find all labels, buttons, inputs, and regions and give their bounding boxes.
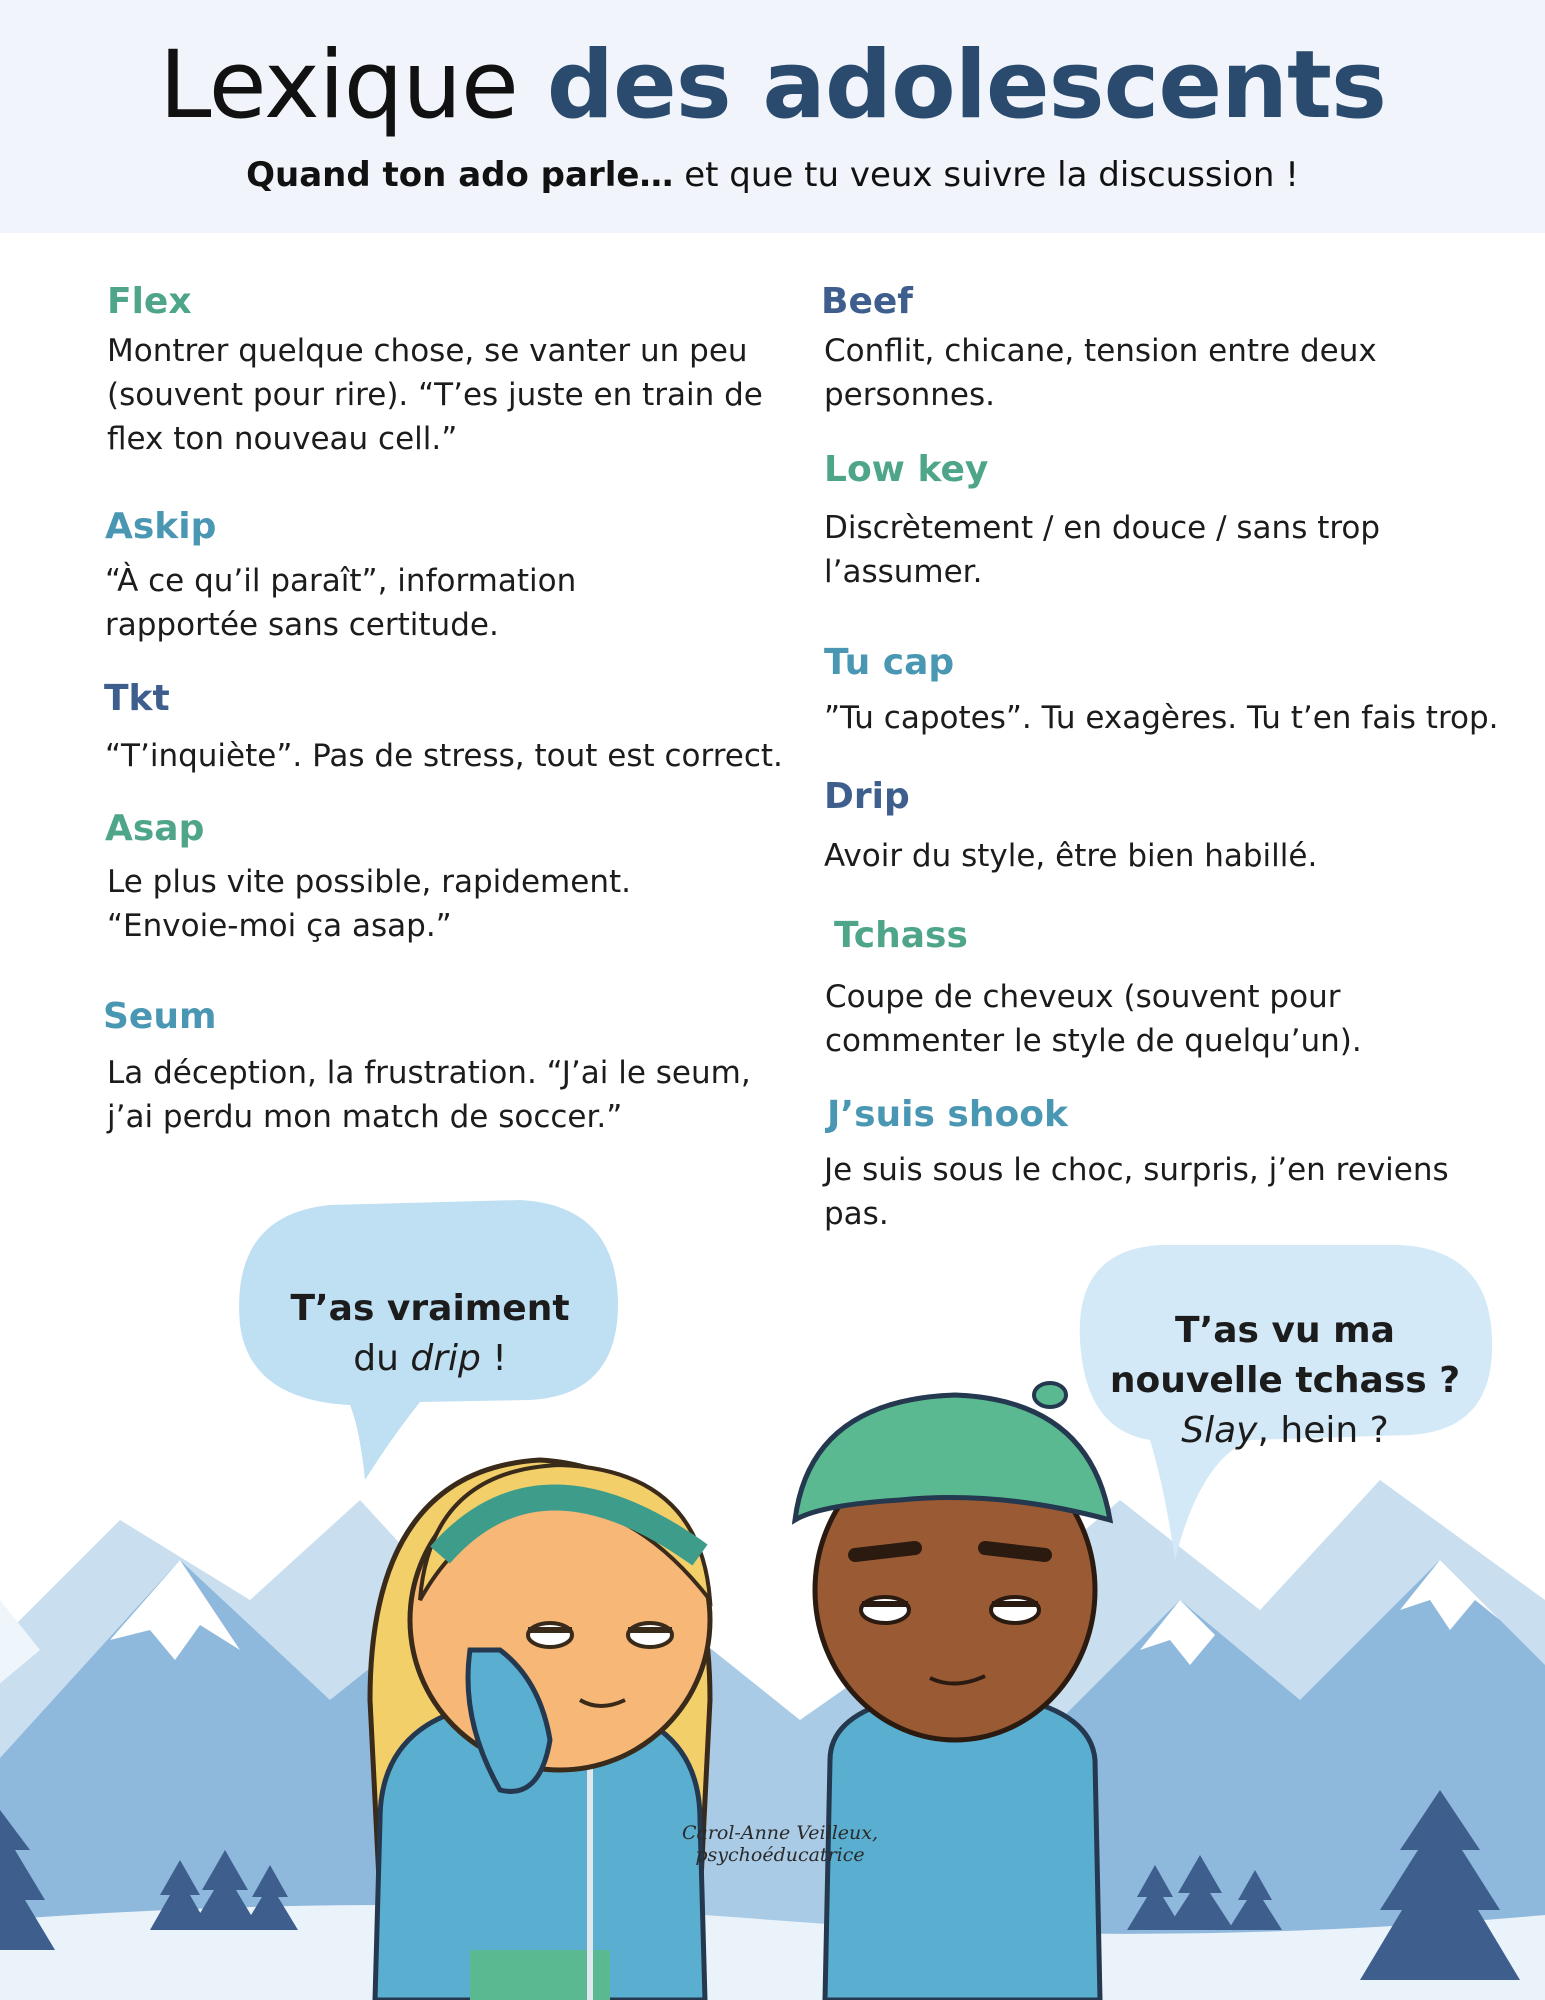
definition-line: l’assumer.	[824, 554, 983, 590]
definition-tkt	[105, 734, 783, 778]
subtitle-rest: et que tu veux suivre la discussion !	[673, 155, 1299, 195]
definition-line: Je suis sous le choc, surpris, j’en reviens	[824, 1152, 1449, 1188]
definition-line: personnes.	[824, 377, 995, 413]
definition-drip	[824, 834, 1317, 878]
definition-line: Avoir du style, être bien habillé.	[824, 838, 1318, 874]
definition-line: j’ai perdu mon match de soccer.”	[107, 1099, 623, 1135]
term-beef: Beef	[821, 281, 913, 322]
definition-line: flex ton nouveau cell.”	[107, 421, 458, 457]
term-asap: Asap	[105, 808, 205, 849]
definition-asap	[107, 860, 631, 948]
page-subtitle	[0, 150, 1545, 200]
subtitle-bold: Quand ton ado parle…	[246, 155, 674, 195]
definition-line: Coupe de cheveux (souvent pour	[825, 979, 1341, 1015]
definition-line: (souvent pour rire). “T’es juste en train de	[107, 377, 763, 413]
term-tu-cap: Tu cap	[824, 642, 955, 683]
speech-left-end: !	[480, 1338, 507, 1379]
speech-left-italic: drip	[410, 1338, 481, 1379]
winter-scene-illustration	[0, 1180, 1545, 2000]
term-askip: Askip	[105, 506, 217, 547]
title-bold: des adolescents	[546, 31, 1386, 140]
speech-right-italic: Slay	[1181, 1410, 1258, 1451]
speech-right-line1: T’as vu ma	[1175, 1310, 1395, 1351]
definition-line: Conflit, chicane, tension entre deux	[824, 333, 1377, 369]
speech-right-line3	[1090, 1406, 1480, 1456]
term-flex: Flex	[107, 281, 192, 322]
speech-text-left	[250, 1284, 610, 1384]
definition-line: Montrer quelque chose, se vanter un peu	[107, 333, 748, 369]
author-signature: Carol-Anne Veilleux, psychoéducatrice	[681, 1822, 879, 1866]
speech-left-line2	[250, 1334, 610, 1384]
definition-line: “Envoie-moi ça asap.”	[107, 908, 452, 944]
speech-right-end: , hein ?	[1257, 1410, 1389, 1451]
definition-line: rapportée sans certitude.	[105, 607, 499, 643]
speech-left-text: du	[353, 1338, 411, 1379]
definition-line: Le plus vite possible, rapidement.	[107, 864, 631, 900]
girl-character	[370, 1460, 710, 2000]
definition-line: “À ce qu’il paraît”, information	[105, 563, 577, 599]
term-low-key: Low key	[824, 449, 989, 490]
definition-flex	[107, 329, 763, 461]
term-tchass: Tchass	[834, 915, 968, 956]
definition-line: Discrètement / en douce / sans trop	[824, 510, 1381, 546]
speech-text-right	[1090, 1306, 1480, 1456]
definition-line: “T’inquiète”. Pas de stress, tout est correct.	[105, 738, 783, 774]
definition-tu-cap	[824, 696, 1499, 740]
definition-line: commenter le style de quelqu’un).	[825, 1023, 1362, 1059]
definition-seum	[107, 1051, 751, 1139]
definition-line: pas.	[824, 1196, 889, 1232]
definition-tchass	[825, 975, 1362, 1063]
definition-low-key	[824, 506, 1380, 594]
title-light: Lexique	[159, 31, 518, 140]
term-seum: Seum	[103, 996, 217, 1037]
speech-left-line1: T’as vraiment	[290, 1288, 570, 1329]
definition-line: La déception, la frustration. “J’ai le seum,	[107, 1055, 751, 1091]
definition-line: ”Tu capotes”. Tu exagères. Tu t’en fais trop.	[824, 700, 1499, 736]
definition-beef	[824, 329, 1377, 417]
term-tkt: Tkt	[104, 678, 170, 719]
term-jsuis-shook: J’suis shook	[827, 1094, 1068, 1135]
speech-right-line2: nouvelle tchass ?	[1109, 1360, 1461, 1401]
definition-askip	[105, 559, 576, 647]
page-title	[0, 22, 1545, 150]
term-drip: Drip	[824, 776, 910, 817]
